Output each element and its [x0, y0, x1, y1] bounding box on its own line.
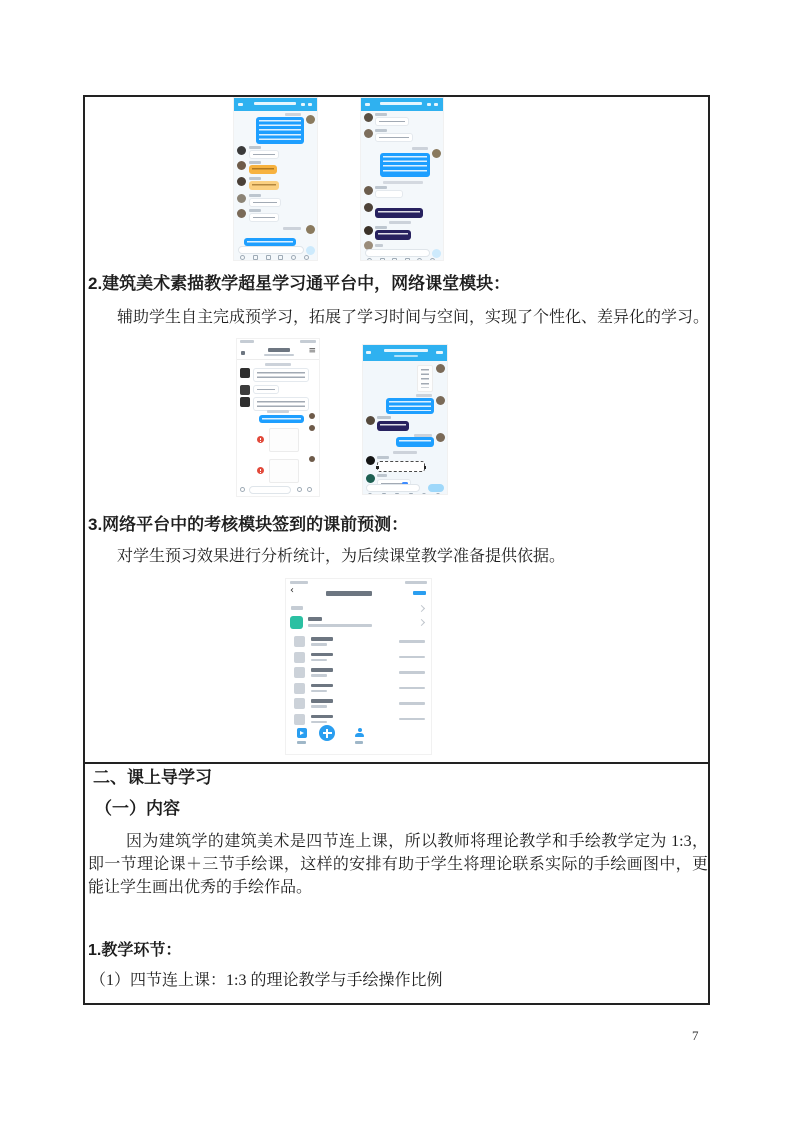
- sender-name: [375, 226, 387, 229]
- message-bubble: [253, 397, 309, 411]
- message-bubble: [375, 117, 409, 126]
- chat-toolbar: [240, 255, 309, 260]
- timestamp: [389, 221, 411, 224]
- more-icon: [430, 258, 435, 261]
- course-subtitle-text: [308, 624, 372, 627]
- chat-header: [363, 345, 447, 361]
- teach-item1: （1）四节连上课：1:3 的理论教学与手绘操作比例: [90, 972, 443, 989]
- avatar: [366, 474, 375, 483]
- message-bubble: [256, 117, 304, 144]
- voice-icon: [240, 255, 245, 260]
- message-bubble: [380, 153, 430, 177]
- sender-name: [375, 113, 387, 116]
- message-bubble: [249, 150, 279, 159]
- image-icon: [380, 258, 385, 261]
- sender-name: [377, 474, 387, 477]
- activity-icon: [294, 636, 305, 647]
- message-bubble: [396, 437, 434, 447]
- back-icon: [241, 351, 245, 355]
- activity-icon: [294, 714, 305, 725]
- camera-icon: [392, 258, 397, 261]
- emoji-icon: [422, 493, 426, 495]
- chevron-right-icon: [418, 619, 425, 626]
- avatar: [436, 396, 445, 405]
- message-bubble: [375, 133, 413, 142]
- activity-timestamp: [399, 718, 425, 721]
- activity-subtitle-text: [311, 643, 327, 646]
- message-bubble: [249, 198, 281, 207]
- timestamp: [283, 227, 301, 230]
- activity-subtitle-text: [311, 690, 327, 693]
- menu-icon: [308, 103, 312, 106]
- part2-paragraph: 因为建筑学的建筑美术是四节连上课，所以教师将理论教学和手绘教学定为 1:3，即一节理论课＋三节手绘课，这样的安排有助于学生将理论联系实际的手绘画图中，更能让学生画出优秀的手绘作品。: [88, 833, 708, 896]
- send-failed-icon: [257, 467, 264, 474]
- activity-timestamp: [399, 702, 425, 705]
- file-icon: [409, 493, 413, 495]
- activity-icon: [294, 683, 305, 694]
- chat-header: [361, 98, 443, 111]
- voice-icon: [368, 493, 372, 495]
- send-button: [428, 484, 444, 492]
- message-bubble: [244, 238, 296, 246]
- message-bubble: [386, 398, 434, 414]
- sender-name: [249, 177, 261, 180]
- activity-title-text: [311, 715, 333, 719]
- message-tab-icon: [297, 728, 307, 738]
- camera-icon: [266, 255, 271, 260]
- message-bubble: [259, 415, 304, 423]
- part2-sub1: （一）内容: [95, 799, 180, 818]
- image-placeholder: [269, 459, 299, 483]
- screenshot-learning-app-list: [285, 578, 432, 755]
- avatar: [366, 456, 375, 465]
- message-bubble: [375, 190, 403, 198]
- course-icon: [290, 616, 303, 629]
- send-button: [432, 249, 441, 258]
- send-failed-icon: [257, 436, 264, 443]
- screenshot-qq-chat-1: [233, 97, 318, 261]
- more-icon: [304, 255, 309, 260]
- voice-icon: [297, 487, 302, 492]
- message-bubble: [377, 421, 409, 431]
- avatar: [364, 129, 373, 138]
- chat-header: [234, 98, 317, 111]
- message-bubble: [249, 213, 279, 222]
- part2-title: 二、课上导学习: [93, 768, 212, 787]
- more-icon: [436, 493, 440, 495]
- table-row-divider: [83, 762, 710, 764]
- activity-subtitle-text: [311, 674, 327, 677]
- add-icon: [307, 487, 312, 492]
- status-time: [240, 340, 254, 343]
- avatar: [364, 186, 373, 195]
- teach-heading: 1.教学环节：: [88, 942, 182, 959]
- page-title-text: [326, 591, 372, 596]
- activity-title-text: [311, 653, 333, 657]
- avatar: [366, 416, 375, 425]
- timestamp: [416, 394, 432, 397]
- message-bubble: [253, 385, 279, 394]
- menu-icon: [434, 103, 438, 106]
- activity-timestamp: [399, 687, 425, 690]
- avatar: [237, 161, 246, 170]
- timestamp: [285, 113, 301, 116]
- chat-title-text: [380, 102, 422, 105]
- sender-name: [249, 161, 261, 164]
- message-input: [249, 486, 291, 494]
- back-icon: [366, 351, 371, 354]
- activity-title-text: [311, 668, 333, 672]
- activity-icon: [294, 698, 305, 709]
- message-snippet: [375, 244, 383, 247]
- sender-name: [249, 146, 261, 149]
- message-bubble: [375, 208, 423, 218]
- timestamp: [267, 410, 289, 413]
- avatar: [237, 177, 246, 186]
- emoji-icon: [417, 258, 422, 261]
- avatar: [240, 385, 250, 395]
- activity-title-text: [311, 637, 333, 641]
- message-bubble: [249, 181, 279, 190]
- activity-subtitle-text: [311, 721, 327, 724]
- chat-toolbar: [368, 493, 440, 495]
- image-message: [417, 365, 433, 392]
- profile-tab-icon: [355, 728, 364, 738]
- item3-body: 对学生预习效果进行分析统计，为后续课堂教学准备提供依据。: [117, 548, 566, 565]
- menu-icon: ≡: [308, 346, 316, 356]
- emoji-icon: [291, 255, 296, 260]
- activity-timestamp: [399, 640, 425, 643]
- avatar: [240, 368, 250, 378]
- status-time: [290, 581, 308, 584]
- timestamp: [265, 363, 291, 366]
- message-bubble: [375, 230, 411, 240]
- activity-timestamp: [399, 656, 425, 659]
- screenshot-chat-discussion: [362, 344, 448, 495]
- image-icon: [253, 255, 258, 260]
- chat-toolbar: [367, 258, 435, 261]
- sender-name: [375, 129, 387, 132]
- activity-subtitle-text: [311, 705, 327, 708]
- file-icon: [405, 258, 410, 261]
- camera-icon: [395, 493, 399, 495]
- message-input: [366, 484, 420, 492]
- chat-subtitle-text: [394, 355, 418, 357]
- profile-tab-label: [355, 741, 363, 744]
- avatar: [240, 397, 250, 407]
- message-input: [365, 249, 430, 257]
- plus-button: [319, 725, 335, 741]
- status-battery: [300, 340, 316, 343]
- filter-label: [291, 606, 303, 610]
- course-title-text: [308, 617, 322, 621]
- avatar: [237, 146, 246, 155]
- item2-heading: 2.建筑美术素描教学超星学习通平台中，网络课堂模块：: [88, 274, 511, 293]
- avatar: [309, 413, 315, 419]
- sender-name: [249, 209, 261, 212]
- emoji-icon: [240, 487, 245, 492]
- avatar: [436, 364, 445, 373]
- chat-subtitle-text: [264, 354, 294, 356]
- chat-title-text: [268, 348, 290, 352]
- sender-name: [249, 194, 261, 197]
- activity-title-text: [311, 699, 333, 703]
- activity-icon: [294, 652, 305, 663]
- avatar: [364, 226, 373, 235]
- message-input: [238, 246, 304, 254]
- screenshot-chat-images: [236, 338, 320, 497]
- avatar: [309, 425, 315, 431]
- image-icon: [382, 493, 386, 495]
- selected-message-bubble: [377, 461, 425, 472]
- chat-title-text: [254, 102, 296, 105]
- voice-icon: [367, 258, 372, 261]
- manage-link: [413, 591, 426, 595]
- message-tab-label: [297, 741, 306, 744]
- sender-name: [377, 416, 391, 419]
- avatar: [306, 225, 315, 234]
- chat-title-text: [384, 349, 428, 352]
- avatar: [309, 456, 315, 462]
- call-icon: [427, 103, 431, 106]
- message-bubble: [253, 368, 309, 382]
- avatar: [306, 115, 315, 124]
- send-button: [306, 246, 315, 255]
- page-number: 7: [692, 1028, 699, 1043]
- status-battery: [405, 581, 427, 584]
- screenshot-qq-chat-2: [360, 97, 444, 261]
- activity-timestamp: [399, 671, 425, 674]
- item3-heading: 3.网络平台中的考核模块签到的课前预测：: [88, 515, 409, 534]
- image-placeholder: [269, 428, 299, 452]
- sender-name: [377, 456, 389, 459]
- system-notice: [383, 181, 423, 184]
- chat-header: [237, 345, 319, 360]
- activity-subtitle-text: [311, 659, 327, 662]
- avatar: [237, 194, 246, 203]
- back-icon: [365, 103, 370, 106]
- chevron-right-icon: [418, 605, 425, 612]
- call-icon: [301, 103, 305, 106]
- avatar: [436, 433, 445, 442]
- timestamp: [412, 147, 428, 150]
- avatar: [364, 203, 373, 212]
- menu-icon: [436, 351, 443, 354]
- back-icon: ‹: [290, 585, 294, 596]
- activity-icon: [294, 667, 305, 678]
- item2-body: 辅助学生自主完成预学习，拓展了学习时间与空间，实现了个性化、差异化的学习。: [117, 309, 710, 326]
- avatar: [237, 209, 246, 218]
- file-icon: [278, 255, 283, 260]
- timestamp: [393, 451, 417, 454]
- sender-name: [375, 186, 387, 189]
- activity-title-text: [311, 684, 333, 688]
- avatar: [432, 149, 441, 158]
- message-bubble: [249, 165, 277, 174]
- avatar: [364, 113, 373, 122]
- back-icon: [238, 103, 243, 106]
